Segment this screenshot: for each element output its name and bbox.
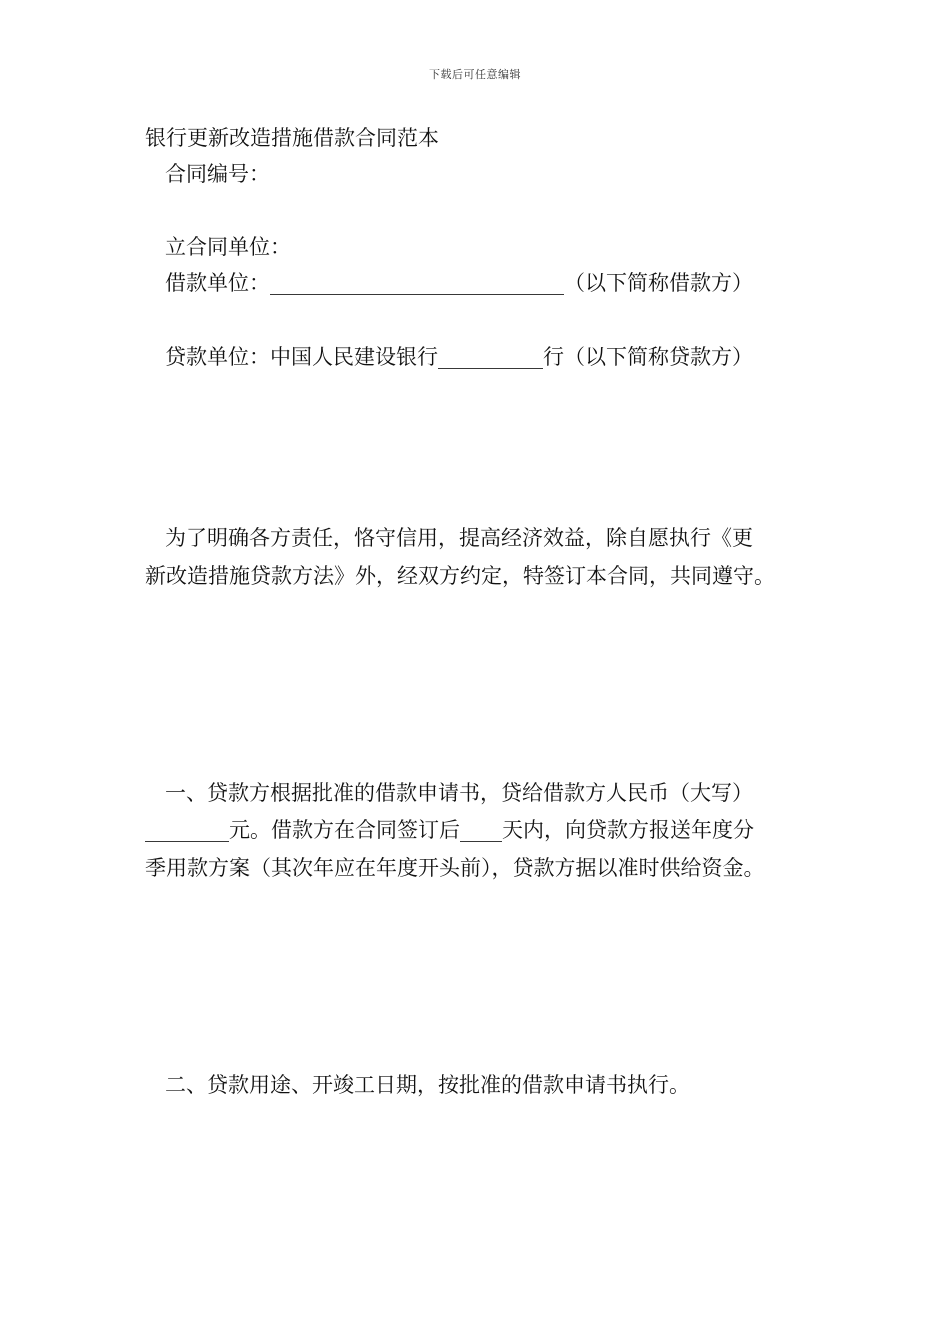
clause-2-line: 二、贷款用途、开竣工日期，按批准的借款申请书执行。 xyxy=(165,1073,690,1097)
parties-label: 立合同单位： xyxy=(165,235,291,259)
preamble-line-1: 为了明确各方责任，恪守信用，提高经济效益，除自愿执行《更 xyxy=(165,526,753,550)
page-header-note: 下载后可任意编辑 xyxy=(429,68,521,81)
clause-1-line-2: ________元。借款方在合同签订后____天内，向贷款方报送年度分 xyxy=(145,818,754,842)
contract-number-label: 合同编号： xyxy=(165,162,270,186)
clause-1-line-1: 一、贷款方根据批准的借款申请书，贷给借款方人民币（大写） xyxy=(165,781,753,805)
lender-line: 贷款单位：中国人民建设银行__________行（以下简称贷款方） xyxy=(165,345,753,369)
preamble-line-2: 新改造措施贷款方法》外，经双方约定，特签订本合同，共同遵守。 xyxy=(145,564,775,588)
clause-1-line-3: 季用款方案（其次年应在年度开头前），贷款方据以准时供给资金。 xyxy=(145,856,765,880)
document-title: 银行更新改造措施借款合同范本 xyxy=(145,126,439,150)
borrower-line: 借款单位：____________________________（以下简称借款方） xyxy=(165,271,753,295)
